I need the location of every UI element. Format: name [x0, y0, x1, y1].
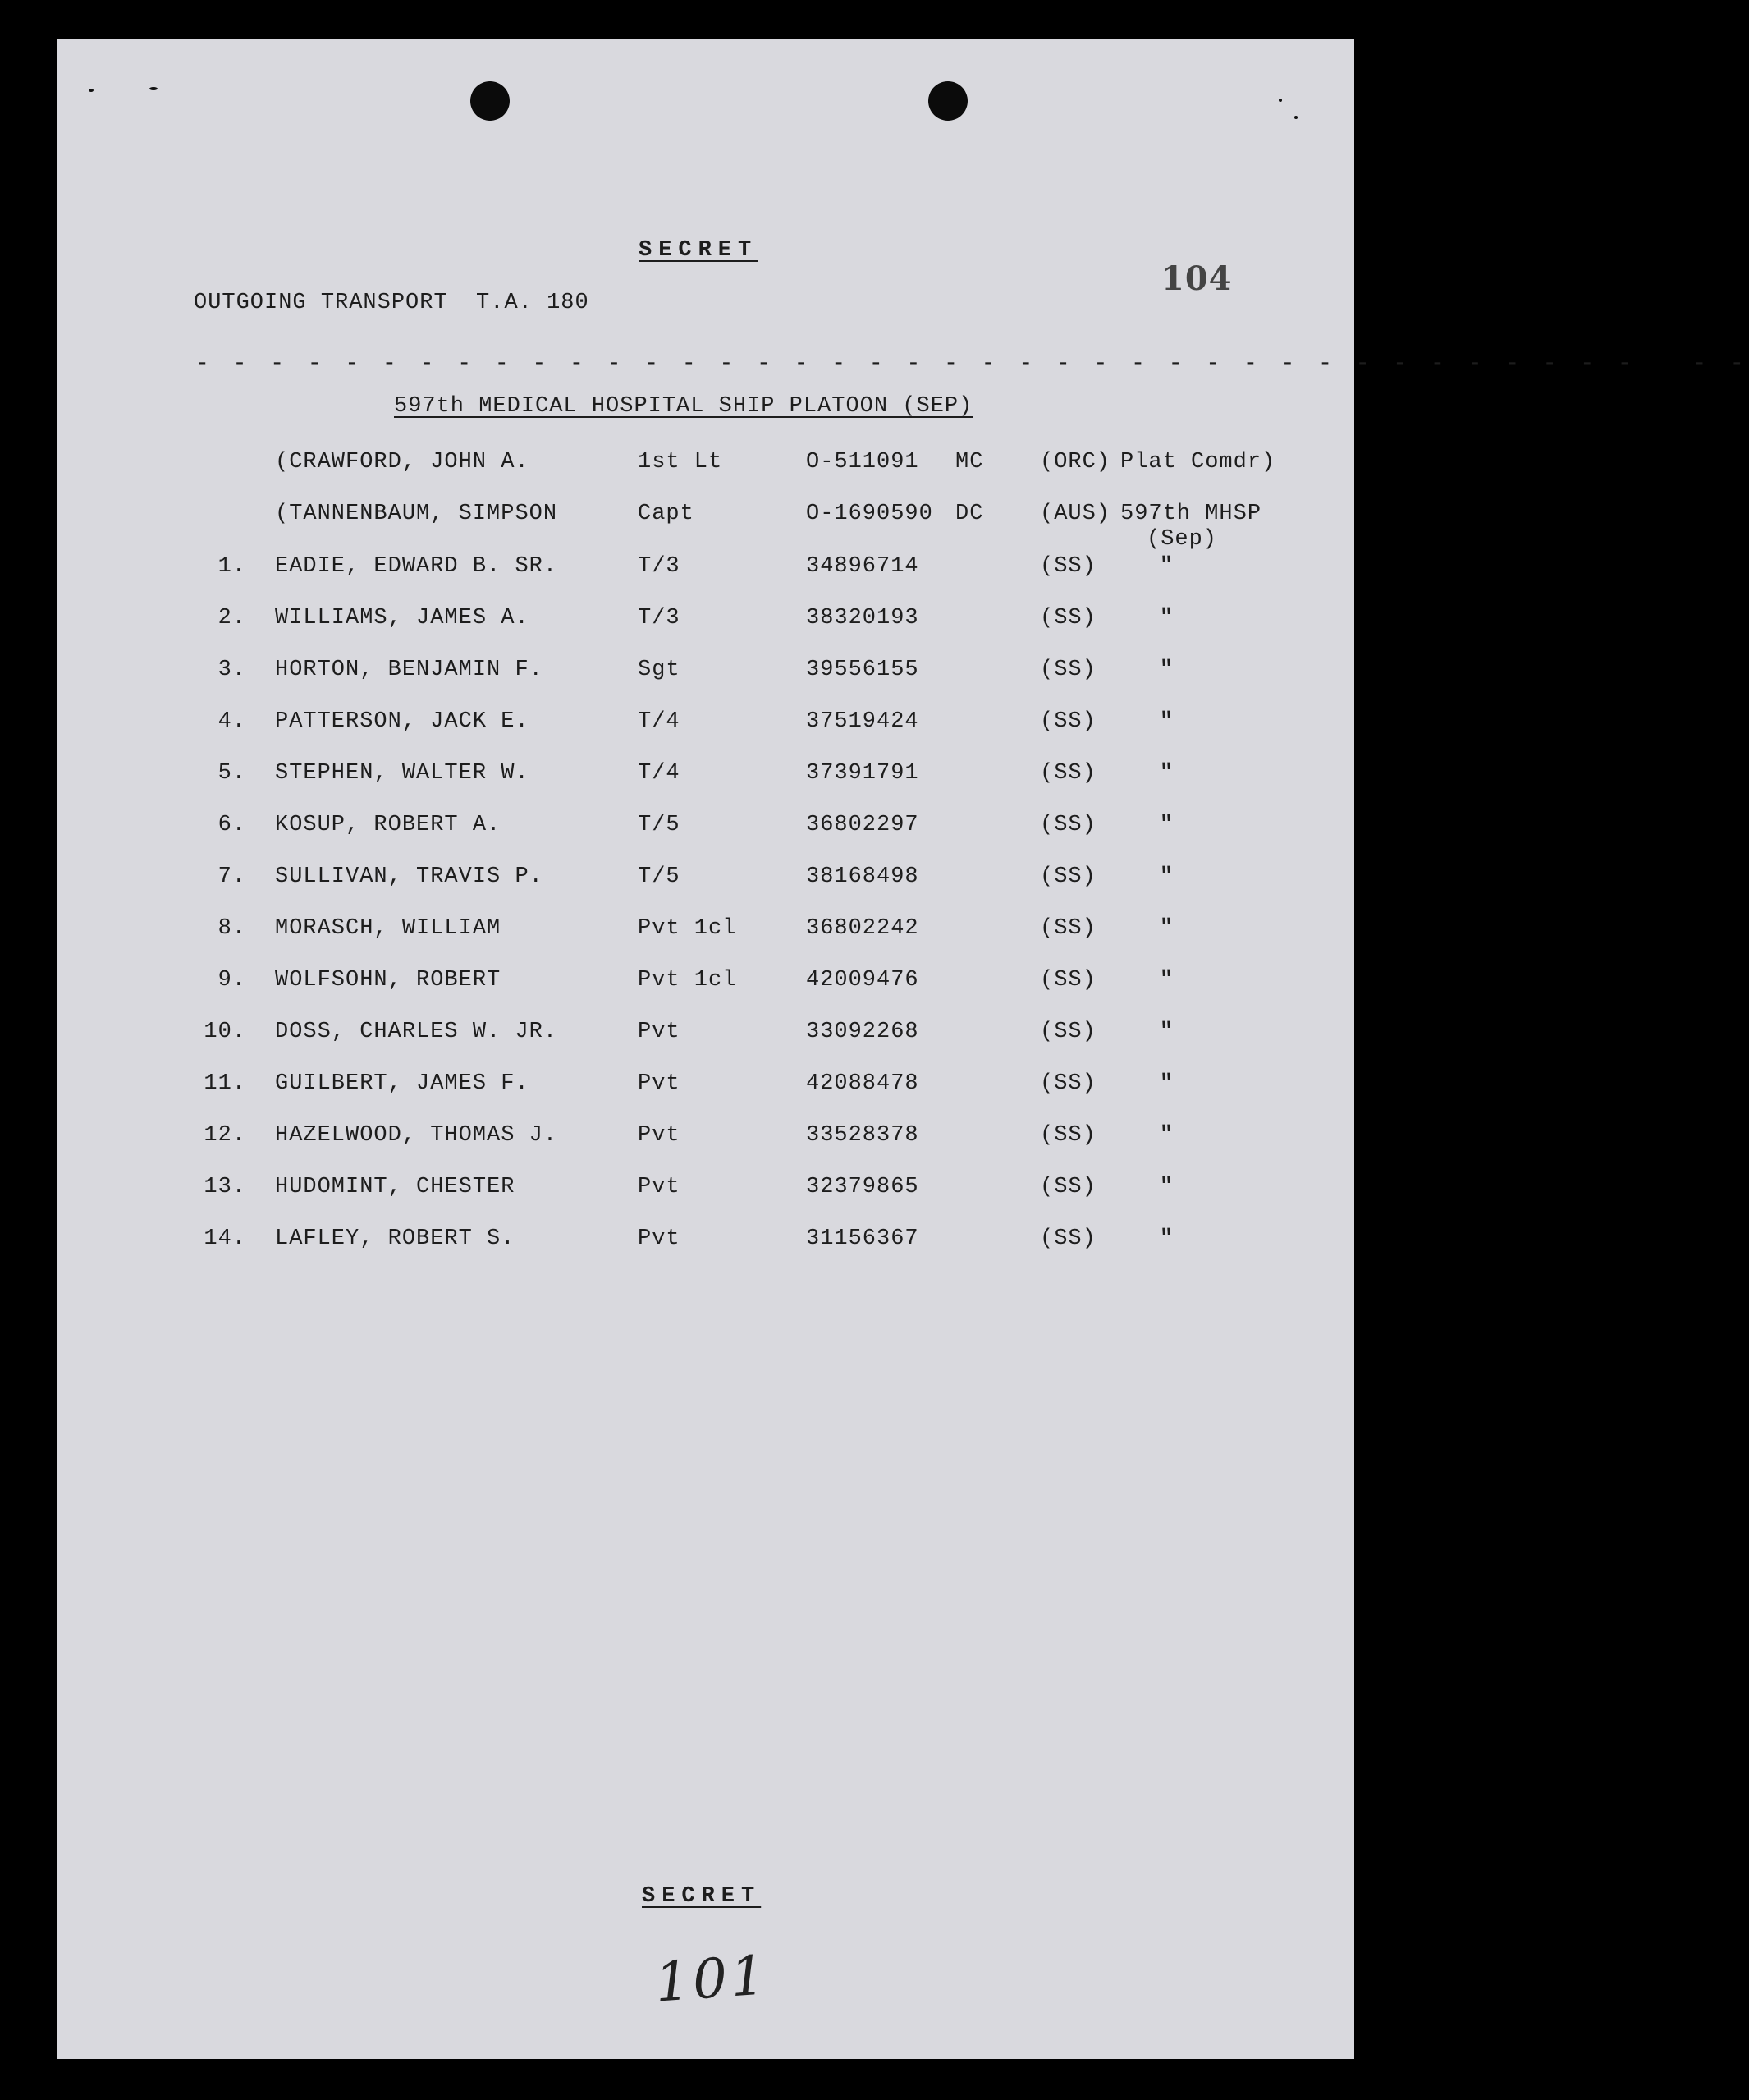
roster-number: 13.: [204, 1175, 246, 1199]
roster-serial: 38168498: [806, 864, 919, 889]
roster-name: STEPHEN, WALTER W.: [275, 761, 529, 786]
roster-rank: T/4: [638, 761, 680, 786]
roster-number: 1.: [217, 554, 246, 579]
roster-row: [57, 813, 1354, 846]
ditto-mark: ": [1160, 606, 1174, 630]
roster-name: SULLIVAN, TRAVIS P.: [275, 864, 543, 889]
roster-row: [57, 761, 1354, 794]
roster-component: (SS): [1040, 1227, 1097, 1251]
roster-name: WILLIAMS, JAMES A.: [275, 606, 529, 630]
roster-rank: T/3: [638, 606, 680, 630]
roster-row: [57, 1175, 1354, 1208]
roster-component: (SS): [1040, 554, 1097, 579]
officer-component: (AUS): [1040, 502, 1111, 526]
roster-rank: T/3: [638, 554, 680, 579]
roster-rank: Pvt: [638, 1175, 680, 1199]
roster-rank: Pvt 1cl: [638, 968, 737, 993]
roster-rank: T/5: [638, 813, 680, 837]
roster-component: (SS): [1040, 761, 1097, 786]
officer-serial: O-511091: [806, 450, 919, 475]
roster-name: DOSS, CHARLES W. JR.: [275, 1020, 558, 1044]
ink-speck: [1279, 99, 1282, 102]
ditto-mark: ": [1160, 1175, 1174, 1199]
roster-row: [57, 658, 1354, 690]
roster-rank: Pvt: [638, 1227, 680, 1251]
officer-rank: 1st Lt: [638, 450, 723, 475]
page-number: 104: [1161, 259, 1233, 298]
roster-serial: 36802297: [806, 813, 919, 837]
roster-component: (SS): [1040, 916, 1097, 941]
dash-rule: - - - - - - - - - - - - - - - - - - - - - - - - - - - - - - - - - - - - - - - - -: [195, 351, 1749, 377]
ditto-mark: ": [1160, 554, 1174, 579]
roster-rank: T/5: [638, 864, 680, 889]
roster-number: 7.: [217, 864, 246, 889]
roster-component: (SS): [1040, 658, 1097, 682]
roster-serial: 37519424: [806, 709, 919, 734]
roster-row: [57, 1071, 1354, 1104]
roster-serial: 38320193: [806, 606, 919, 630]
secret-classification-top: SECRET: [639, 238, 758, 263]
roster-name: HORTON, BENJAMIN F.: [275, 658, 543, 682]
roster-rank: Pvt: [638, 1123, 680, 1148]
roster-component: (SS): [1040, 1020, 1097, 1044]
roster-name: GUILBERT, JAMES F.: [275, 1071, 529, 1096]
officer-name: (TANNENBAUM, SIMPSON: [275, 502, 558, 526]
roster-component: (SS): [1040, 1071, 1097, 1096]
roster-name: MORASCH, WILLIAM: [275, 916, 501, 941]
roster-component: (SS): [1040, 1175, 1097, 1199]
roster-serial: 33528378: [806, 1123, 919, 1148]
ditto-mark: ": [1160, 916, 1174, 941]
document-page: [57, 39, 1749, 2059]
roster-number: 12.: [204, 1123, 246, 1148]
roster-serial: 33092268: [806, 1020, 919, 1044]
roster-number: 9.: [217, 968, 246, 993]
roster-rank: Pvt: [638, 1071, 680, 1096]
ditto-mark: ": [1160, 864, 1174, 889]
roster-name: WOLFSOHN, ROBERT: [275, 968, 501, 993]
roster-number: 10.: [204, 1020, 246, 1044]
roster-number: 6.: [217, 813, 246, 837]
roster-serial: 39556155: [806, 658, 919, 682]
ditto-mark: ": [1160, 658, 1174, 682]
ditto-mark: ": [1160, 709, 1174, 734]
ink-speck: [1294, 116, 1298, 119]
ditto-mark: ": [1160, 968, 1174, 993]
officer-name: (CRAWFORD, JOHN A.: [275, 450, 529, 475]
roster-row: [57, 1020, 1354, 1052]
roster-component: (SS): [1040, 813, 1097, 837]
ditto-mark: ": [1160, 813, 1174, 837]
roster-number: 2.: [217, 606, 246, 630]
roster-number: 4.: [217, 709, 246, 734]
unit-title: 597th MEDICAL HOSPITAL SHIP PLATOON (SEP): [394, 394, 973, 419]
roster-row: [57, 968, 1354, 1001]
roster-rank: T/4: [638, 709, 680, 734]
roster-number: 11.: [204, 1071, 246, 1096]
officer-rank: Capt: [638, 502, 694, 526]
roster-serial: 36802242: [806, 916, 919, 941]
handwritten-page-number: 101: [652, 1943, 771, 2015]
roster-serial: 37391791: [806, 761, 919, 786]
roster-number: 14.: [204, 1227, 246, 1251]
roster-row: [57, 709, 1354, 742]
officer-note-continued: (Sep): [1147, 527, 1218, 552]
roster-serial: 34896714: [806, 554, 919, 579]
officer-note: Plat Comdr): [1120, 450, 1276, 475]
officer-branch: MC: [955, 450, 984, 475]
officer-serial: O-1690590: [806, 502, 933, 526]
punch-hole-left: [470, 81, 510, 121]
ditto-mark: ": [1160, 1227, 1174, 1251]
ditto-mark: ": [1160, 1071, 1174, 1096]
transport-heading: OUTGOING TRANSPORT T.A. 180: [194, 291, 589, 315]
ink-speck: [149, 87, 158, 90]
roster-serial: 31156367: [806, 1227, 919, 1251]
officer-row: [57, 450, 1354, 483]
roster-name: HUDOMINT, CHESTER: [275, 1175, 515, 1199]
roster-serial: 32379865: [806, 1175, 919, 1199]
ink-speck: [89, 89, 94, 92]
ditto-mark: ": [1160, 1123, 1174, 1148]
roster-row: [57, 554, 1354, 587]
secret-classification-bottom: SECRET: [642, 1884, 762, 1909]
ditto-mark: ": [1160, 1020, 1174, 1044]
roster-rank: Sgt: [638, 658, 680, 682]
punch-hole-right: [928, 81, 968, 121]
roster-row: [57, 606, 1354, 639]
roster-row: [57, 1227, 1354, 1259]
roster-number: 5.: [217, 761, 246, 786]
roster-serial: 42009476: [806, 968, 919, 993]
roster-rank: Pvt 1cl: [638, 916, 737, 941]
roster-name: KOSUP, ROBERT A.: [275, 813, 501, 837]
roster-component: (SS): [1040, 864, 1097, 889]
roster-number: 8.: [217, 916, 246, 941]
ditto-mark: ": [1160, 761, 1174, 786]
officer-note: 597th MHSP: [1120, 502, 1262, 526]
roster-component: (SS): [1040, 709, 1097, 734]
roster-serial: 42088478: [806, 1071, 919, 1096]
roster-row: [57, 916, 1354, 949]
roster-component: (SS): [1040, 968, 1097, 993]
roster-name: PATTERSON, JACK E.: [275, 709, 529, 734]
officer-component: (ORC): [1040, 450, 1111, 475]
roster-name: EADIE, EDWARD B. SR.: [275, 554, 558, 579]
roster-row: [57, 864, 1354, 897]
roster-component: (SS): [1040, 1123, 1097, 1148]
officer-branch: DC: [955, 502, 984, 526]
roster-name: LAFLEY, ROBERT S.: [275, 1227, 515, 1251]
roster-name: HAZELWOOD, THOMAS J.: [275, 1123, 558, 1148]
roster-number: 3.: [217, 658, 246, 682]
roster-rank: Pvt: [638, 1020, 680, 1044]
roster-row: [57, 1123, 1354, 1156]
roster-component: (SS): [1040, 606, 1097, 630]
